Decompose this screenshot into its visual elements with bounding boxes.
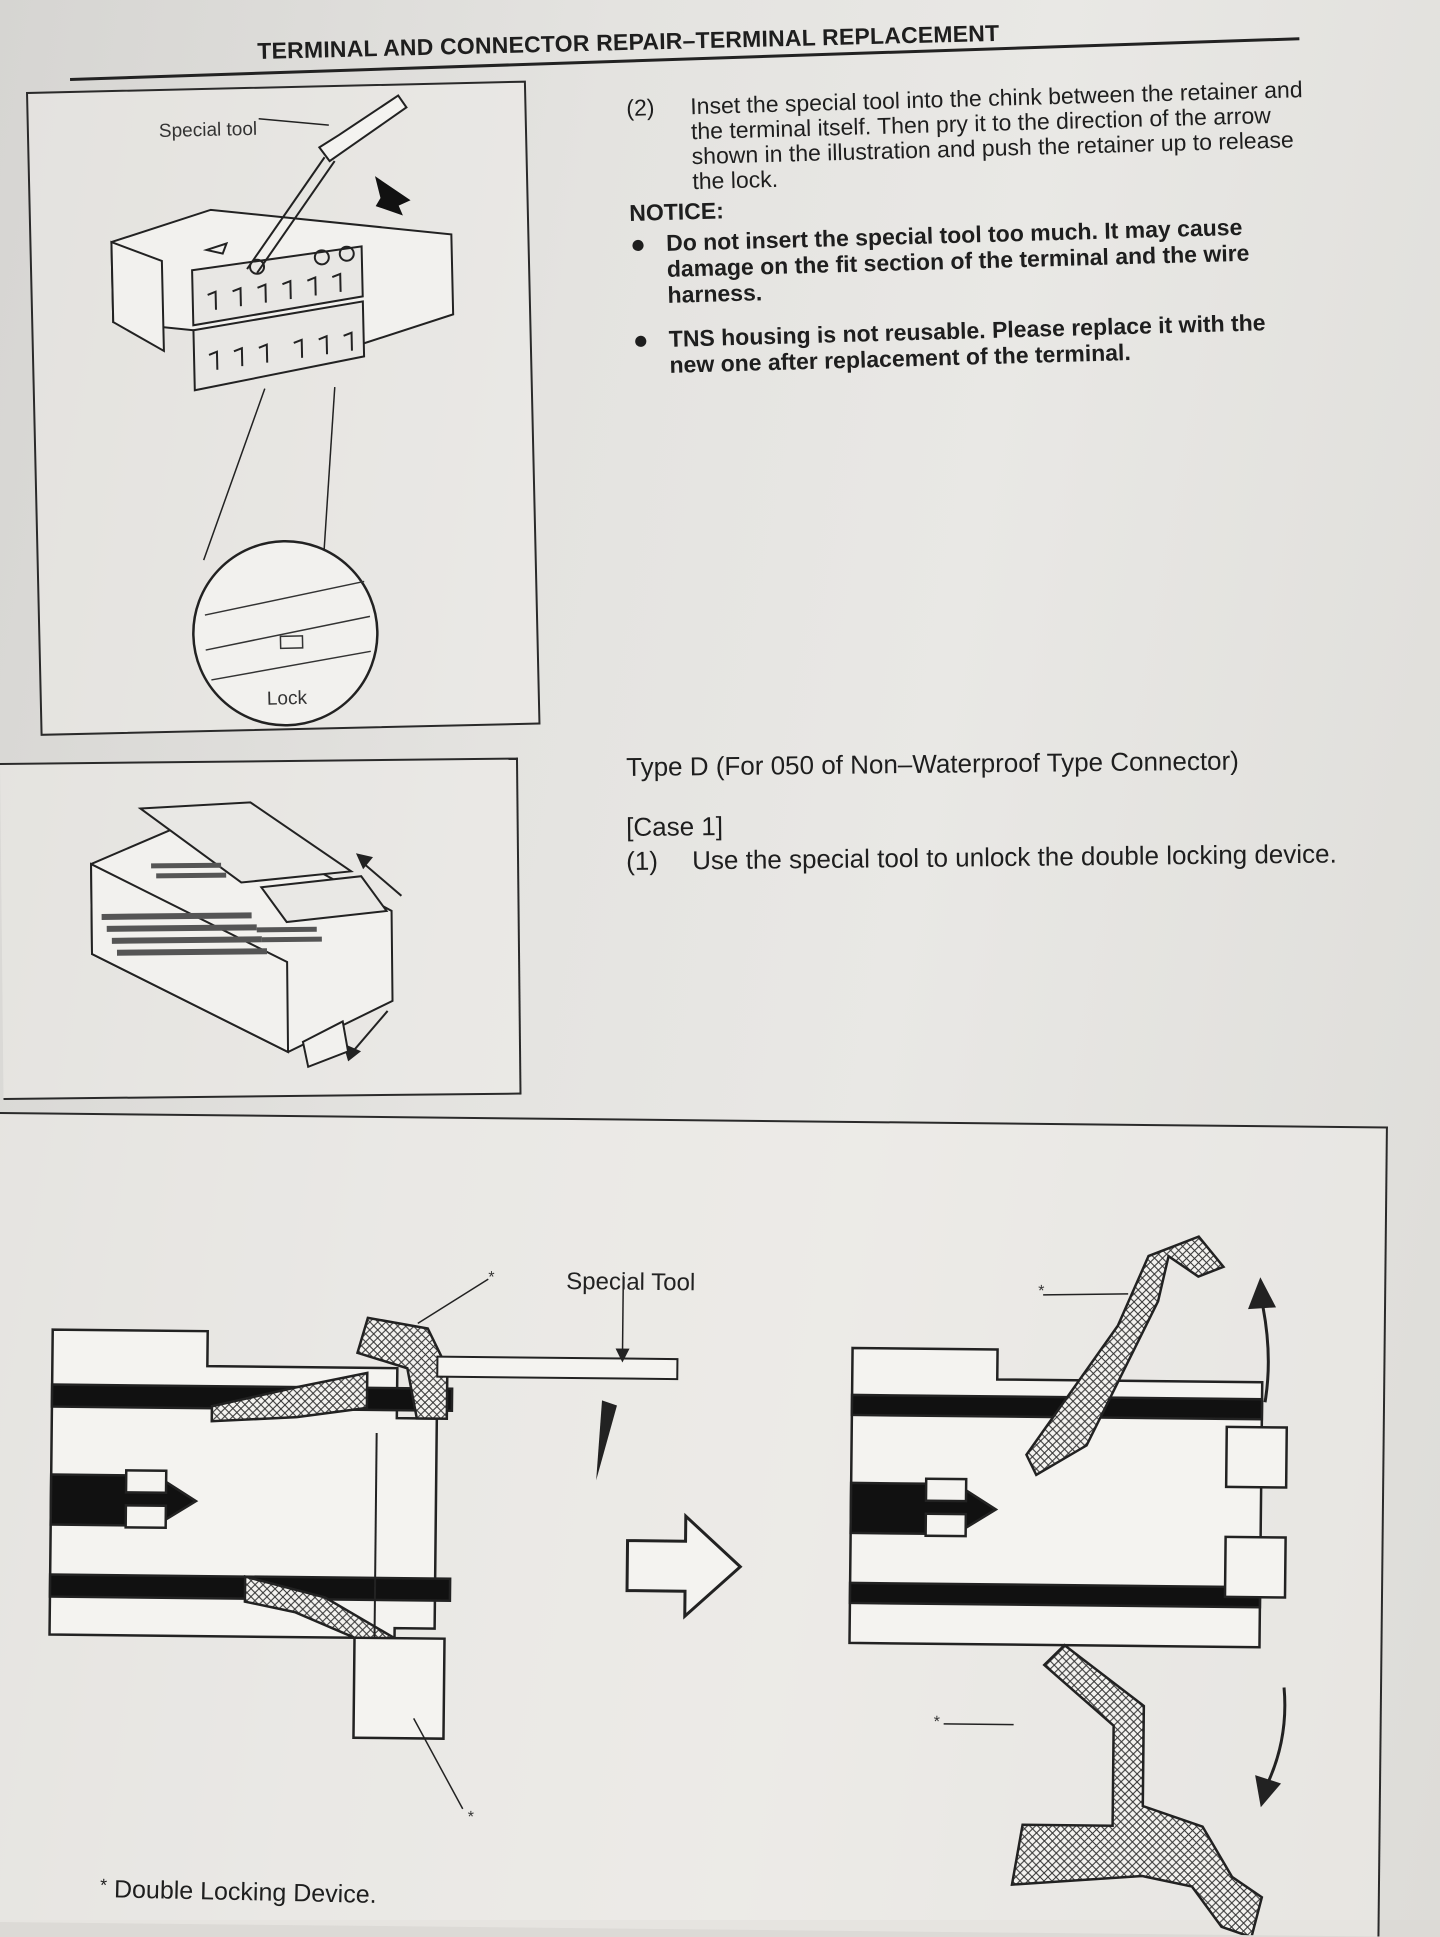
step-2-number: (2) xyxy=(625,94,655,121)
step-2 xyxy=(626,77,1309,196)
footnote-text: Double Locking Device. xyxy=(113,1875,377,1909)
notice-bullet-2 xyxy=(632,308,1313,379)
asterisk-marker-2: * xyxy=(1038,1282,1045,1300)
figure-double-locking-device xyxy=(0,1112,1388,1936)
type-d-step-1-text: Use the special tool to unlock the double locking device. xyxy=(692,838,1337,876)
type-d-case: [Case 1] xyxy=(626,810,724,842)
cross-section-illustration xyxy=(0,1114,1386,1936)
footnote-asterisk: * xyxy=(99,1875,108,1896)
notice-bullet-1-text: Do not insert the special tool too much. It may cause damage on the fit section of the terminal and the wire harness. xyxy=(665,213,1250,308)
asterisk-marker-4: * xyxy=(933,1713,940,1731)
type-d-step-1 xyxy=(626,837,1386,877)
notice-bullet-1 xyxy=(630,212,1312,309)
type-d-step-1-number: (1) xyxy=(626,845,659,876)
type-d-title: Type D (For 050 of Non–Waterproof Type Connector) xyxy=(626,745,1240,782)
special-tool-label-2: Special Tool xyxy=(566,1267,696,1297)
special-tool-label: Special tool xyxy=(158,118,258,142)
notice-title: NOTICE: xyxy=(628,197,725,226)
notice-bullet-2-text: TNS housing is not reusable. Please replace it with the new one after replacement of the terminal. xyxy=(668,309,1266,378)
page-header: TERMINAL AND CONNECTOR REPAIR–TERMINAL REPLACEMENT xyxy=(257,19,1000,64)
step-2-text: Inset the special tool into the chink between the retainer and the terminal itself. Then pry it to the direction of the arrow shown in the illustration and push the retainer up to release the lock. xyxy=(689,76,1303,195)
figure-special-tool-lock xyxy=(26,81,540,736)
type-d-connector-illustration xyxy=(0,760,519,1098)
bullet-icon: ● xyxy=(629,228,647,259)
footnote-double-locking-device xyxy=(100,1875,377,1910)
lock-label: Lock xyxy=(266,687,308,710)
left-cross-section xyxy=(48,1315,677,1742)
figure-type-d-connector xyxy=(0,758,522,1100)
asterisk-marker-3: * xyxy=(467,1808,474,1827)
step-2-block xyxy=(626,77,1314,379)
asterisk-marker-1: * xyxy=(488,1269,495,1287)
right-cross-section xyxy=(846,1233,1288,1937)
connector-illustration xyxy=(28,83,538,734)
bullet-icon: ● xyxy=(632,324,649,355)
